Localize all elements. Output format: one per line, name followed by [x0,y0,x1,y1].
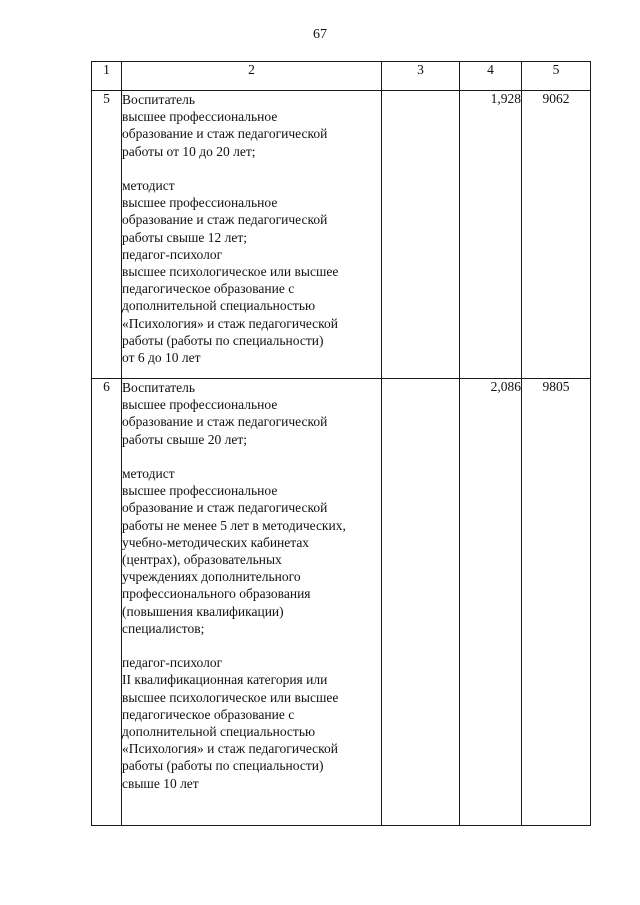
text-line: специалистов; [122,620,205,636]
header-col-3: 3 [382,62,460,91]
text-line: образование и стаж педагогической [122,500,328,516]
row-number: 6 [92,379,122,826]
text-line: (центрах), образовательных [122,552,282,568]
text-line: свыше 10 лет [122,775,199,791]
text-line: педагог-психолог [122,246,223,262]
text-line: Воспитатель [122,380,196,395]
text-line: «Психология» и стаж педагогической [122,315,339,331]
header-col-1: 1 [92,62,122,91]
text-line: учреждениях дополнительного [122,569,301,585]
header-col-5: 5 [522,62,591,91]
position-requirements [122,91,382,379]
coefficient-cell: 1,928 [460,91,522,379]
text-line: методист [122,466,175,481]
salary-cell: 9062 [522,91,591,379]
text-line: высшее профессиональное [122,397,278,413]
position-requirements [122,379,382,826]
col-3-cell [382,379,460,826]
document-table [91,61,591,826]
text-line: высшее психологическое или высшее [122,264,339,280]
text-line: работы от 10 до 20 лет; [122,143,256,159]
coefficient-cell: 2,086 [460,379,522,826]
text-line: II квалификационная категория или [122,672,328,688]
table-row [92,379,591,826]
text-line: профессионального образования [122,586,311,602]
text-line: «Психология» и стаж педагогической [122,741,339,757]
text-line: дополнительной специальностью [122,724,316,740]
text-line: образование и стаж педагогической [122,414,328,430]
text-line: образование и стаж педагогической [122,126,328,142]
text-line: высшее профессиональное [122,483,278,499]
text-line: работы (работы по специальности) [122,332,324,348]
blank-line [122,160,381,177]
blank-line [122,448,381,465]
text-line: дополнительной специальностью [122,298,316,314]
text-line: работы не менее 5 лет в методических, [122,517,346,533]
text-line: работы свыше 20 лет; [122,431,247,447]
text-line: высшее профессиональное [122,109,278,125]
col-3-cell [382,91,460,379]
row-number: 5 [92,91,122,379]
text-line: высшее профессиональное [122,195,278,211]
text-line: педагогическое образование с [122,281,295,297]
text-line: педагог-психолог [122,655,223,671]
blank-line [122,637,381,654]
salary-cell: 9805 [522,379,591,826]
text-line: учебно-методических кабинетах [122,534,310,550]
text-line: работы свыше 12 лет; [122,229,247,245]
text-line: (повышения квалификации) [122,603,284,619]
text-line: образование и стаж педагогической [122,212,328,228]
table-header-row [92,62,591,91]
text-line: работы (работы по специальности) [122,758,324,774]
text-line: методист [122,178,175,193]
text-line: высшее психологическое или высшее [122,689,339,705]
page-number: 67 [313,27,327,42]
text-line: Воспитатель [122,92,196,107]
table-row [92,91,591,379]
text-line: от 6 до 10 лет [122,350,201,366]
header-col-4: 4 [460,62,522,91]
header-col-2: 2 [122,62,382,91]
text-line: педагогическое образование с [122,706,295,722]
